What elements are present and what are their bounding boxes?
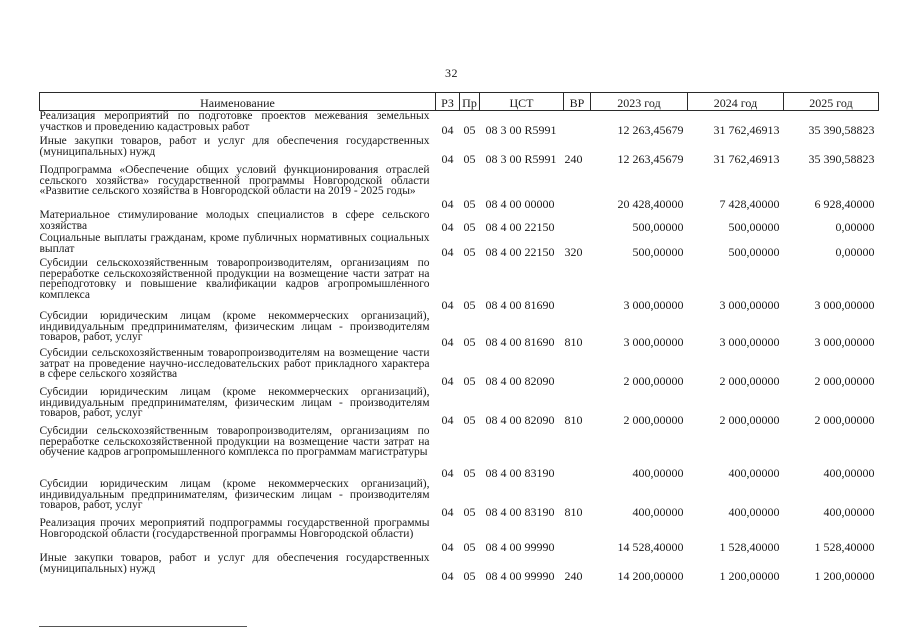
cell-name: [40, 387, 436, 426]
cell-2025: 35 390,58823: [808, 123, 875, 137]
table-row: [40, 111, 879, 137]
cell-rz: 04: [441, 123, 454, 137]
cell-vr: [564, 426, 591, 479]
cell-2025: 400,00000: [823, 505, 875, 519]
table-row: [40, 210, 879, 233]
cell-name: [40, 479, 436, 518]
cell-name: [40, 348, 436, 387]
cell-rz: 04: [441, 466, 454, 480]
table-header-row: [40, 93, 879, 111]
page-number: 32: [445, 66, 458, 80]
cell-name: [40, 258, 436, 311]
cell-2024: 3 000,00000: [719, 298, 780, 312]
cell-2025: 2 000,00000: [814, 374, 875, 388]
header-2025: 2025 год: [784, 93, 879, 111]
cell-name: [40, 136, 436, 165]
cell-pr: 05: [463, 569, 476, 583]
header-2024: 2024 год: [688, 93, 784, 111]
row-name-text: Субсидии сельскохозяйственным товаропроизводителям на возмещение части затрат на проведение научно-исследовательских работ прикладного характера в сфере сельского хозяйства: [39, 348, 430, 380]
cell-pr: 05: [463, 540, 476, 554]
cell-name: [40, 210, 436, 233]
row-name-text: Субсидии сельскохозяйственным товаропроизводителям, организациям по переработке сельскохозяйственной продукции на возмещение части затрат на обучение кадров агропромышленного комплекса по программам магистратуры: [39, 426, 430, 458]
row-name-text: Субсидии юридическим лицам (кроме некоммерческих организаций), индивидуальным предпринимателям, физическим лицам - производителям товаров, работ, услуг: [39, 311, 430, 343]
cell-2024: 400,00000: [728, 466, 780, 480]
cell-cst: 08 4 00 82090: [485, 413, 555, 427]
table-row: [40, 387, 879, 426]
cell-rz: 04: [441, 245, 454, 259]
cell-2024: 400,00000: [728, 505, 780, 519]
cell-2025: 0,00000: [835, 245, 875, 259]
cell-cst: 08 3 00 R5991: [485, 152, 557, 166]
cell-2023: 20 428,40000: [617, 197, 684, 211]
footer-divider: [39, 626, 247, 627]
cell-cst: 08 4 00 82090: [485, 374, 555, 388]
header-pr: Пр: [460, 93, 480, 111]
cell-rz: 04: [441, 374, 454, 388]
cell-2025: 400,00000: [823, 466, 875, 480]
cell-vr: 810: [564, 335, 583, 349]
cell-pr: 05: [463, 466, 476, 480]
cell-2023: 14 200,00000: [617, 569, 684, 583]
cell-2023: 400,00000: [632, 466, 684, 480]
cell-cst: 08 4 00 22150: [485, 245, 555, 259]
table-body: [40, 111, 879, 583]
cell-pr: 05: [463, 374, 476, 388]
cell-2023: 3 000,00000: [623, 298, 684, 312]
cell-2025: 35 390,58823: [808, 152, 875, 166]
cell-rz: 04: [441, 298, 454, 312]
cell-2024: 1 200,00000: [719, 569, 780, 583]
cell-vr: 240: [564, 569, 583, 583]
row-name-text: Иные закупки товаров, работ и услуг для обеспечения государственных (муниципальных) нужд: [39, 553, 430, 574]
cell-rz: 04: [441, 197, 454, 211]
cell-pr: 05: [463, 298, 476, 312]
cell-rz: 04: [441, 152, 454, 166]
cell-2024: 31 762,46913: [713, 123, 780, 137]
table-row: [40, 233, 879, 258]
row-name-text: Социальные выплаты гражданам, кроме публичных нормативных социальных выплат: [39, 233, 430, 254]
cell-2024: 31 762,46913: [713, 152, 780, 166]
cell-2023: 12 263,45679: [617, 123, 684, 137]
cell-pr: 05: [463, 505, 476, 519]
cell-pr: 05: [463, 335, 476, 349]
cell-2023: 400,00000: [632, 505, 684, 519]
cell-2023: 500,00000: [632, 245, 684, 259]
cell-vr: [564, 111, 591, 137]
cell-vr: 810: [564, 413, 583, 427]
cell-cst: 08 4 00 81690: [485, 335, 555, 349]
table-row: [40, 136, 879, 165]
row-name-text: Подпрограмма «Обеспечение общих условий функционирования отраслей сельского хозяйства» государственной программы Новгородской области «Развитие сельского хозяйства в Новгородской области на 2019 - 2025 годы»: [39, 165, 430, 197]
cell-rz: 04: [441, 335, 454, 349]
row-name-text: Материальное стимулирование молодых специалистов в сфере сельского хозяйства: [39, 210, 430, 231]
cell-pr: 05: [463, 123, 476, 137]
row-name-text: Реализация прочих мероприятий подпрограммы государственной программы Новгородской области (государственной программы Новгородской области): [39, 518, 430, 539]
cell-name: [40, 233, 436, 258]
cell-name: [40, 165, 436, 210]
cell-rz: 04: [441, 220, 454, 234]
cell-vr: [564, 258, 591, 311]
cell-cst: 08 4 00 81690: [485, 298, 555, 312]
cell-vr: [564, 165, 591, 210]
cell-2023: 3 000,00000: [623, 335, 684, 349]
cell-name: [40, 553, 436, 582]
cell-2023: 500,00000: [632, 220, 684, 234]
table-row: [40, 165, 879, 210]
cell-vr: [564, 210, 591, 233]
cell-cst: 08 4 00 99990: [485, 540, 555, 554]
cell-vr: 240: [564, 152, 583, 166]
cell-2025: 1 528,40000: [814, 540, 875, 554]
cell-2024: 7 428,40000: [719, 197, 780, 211]
header-rz: РЗ: [436, 93, 460, 111]
cell-2025: 6 928,40000: [814, 197, 875, 211]
cell-cst: 08 3 00 R5991: [485, 123, 557, 137]
cell-name: [40, 311, 436, 348]
cell-vr: [564, 348, 591, 387]
cell-2024: 500,00000: [728, 245, 780, 259]
cell-2024: 3 000,00000: [719, 335, 780, 349]
cell-name: [40, 426, 436, 479]
cell-vr: 810: [564, 505, 583, 519]
cell-pr: 05: [463, 413, 476, 427]
cell-name: [40, 111, 436, 137]
header-2023: 2023 год: [591, 93, 688, 111]
cell-2024: 2 000,00000: [719, 413, 780, 427]
table-row: [40, 426, 879, 479]
table-row: [40, 311, 879, 348]
cell-pr: 05: [463, 220, 476, 234]
table-row: [40, 553, 879, 582]
row-name-text: Субсидии юридическим лицам (кроме некоммерческих организаций), индивидуальным предпринимателям, физическим лицам - производителям товаров, работ, услуг: [39, 479, 430, 511]
cell-vr: [564, 518, 591, 553]
cell-pr: 05: [463, 245, 476, 259]
cell-pr: 05: [463, 197, 476, 211]
cell-2024: 2 000,00000: [719, 374, 780, 388]
cell-cst: 08 4 00 83190: [485, 505, 555, 519]
cell-2025: 3 000,00000: [814, 298, 875, 312]
cell-2023: 2 000,00000: [623, 413, 684, 427]
cell-cst: 08 4 00 00000: [485, 197, 555, 211]
cell-rz: 04: [441, 569, 454, 583]
cell-vr: 320: [564, 245, 583, 259]
header-cst: ЦСТ: [480, 93, 564, 111]
cell-rz: 04: [441, 413, 454, 427]
cell-2023: 12 263,45679: [617, 152, 684, 166]
table-row: [40, 518, 879, 553]
cell-name: [40, 518, 436, 553]
table-row: [40, 258, 879, 311]
cell-rz: 04: [441, 540, 454, 554]
cell-2025: 0,00000: [835, 220, 875, 234]
cell-cst: 08 4 00 83190: [485, 466, 555, 480]
cell-2025: 3 000,00000: [814, 335, 875, 349]
table-row: [40, 348, 879, 387]
row-name-text: Субсидии сельскохозяйственным товаропроизводителям, организациям по переработке сельскохозяйственной продукции на возмещение части затрат на переподготовку и повышение квалификации кадров агропромышленного комплекса: [39, 258, 430, 300]
budget-table: [39, 92, 879, 582]
cell-cst: 08 4 00 22150: [485, 220, 555, 234]
cell-rz: 04: [441, 505, 454, 519]
cell-cst: 08 4 00 99990: [485, 569, 555, 583]
header-vr: ВР: [564, 93, 591, 111]
cell-2025: 1 200,00000: [814, 569, 875, 583]
row-name-text: Субсидии юридическим лицам (кроме некоммерческих организаций), индивидуальным предпринимателям, физическим лицам - производителям товаров, работ, услуг: [39, 387, 430, 419]
cell-2024: 1 528,40000: [719, 540, 780, 554]
cell-2024: 500,00000: [728, 220, 780, 234]
cell-2023: 2 000,00000: [623, 374, 684, 388]
row-name-text: Иные закупки товаров, работ и услуг для обеспечения государственных (муниципальных) нужд: [39, 136, 430, 157]
cell-2025: 2 000,00000: [814, 413, 875, 427]
header-name: Наименование: [40, 93, 436, 111]
cell-2023: 14 528,40000: [617, 540, 684, 554]
cell-pr: 05: [463, 152, 476, 166]
table-row: [40, 479, 879, 518]
row-name-text: Реализация мероприятий по подготовке проектов межевания земельных участков и проведению кадастровых работ: [39, 111, 430, 132]
